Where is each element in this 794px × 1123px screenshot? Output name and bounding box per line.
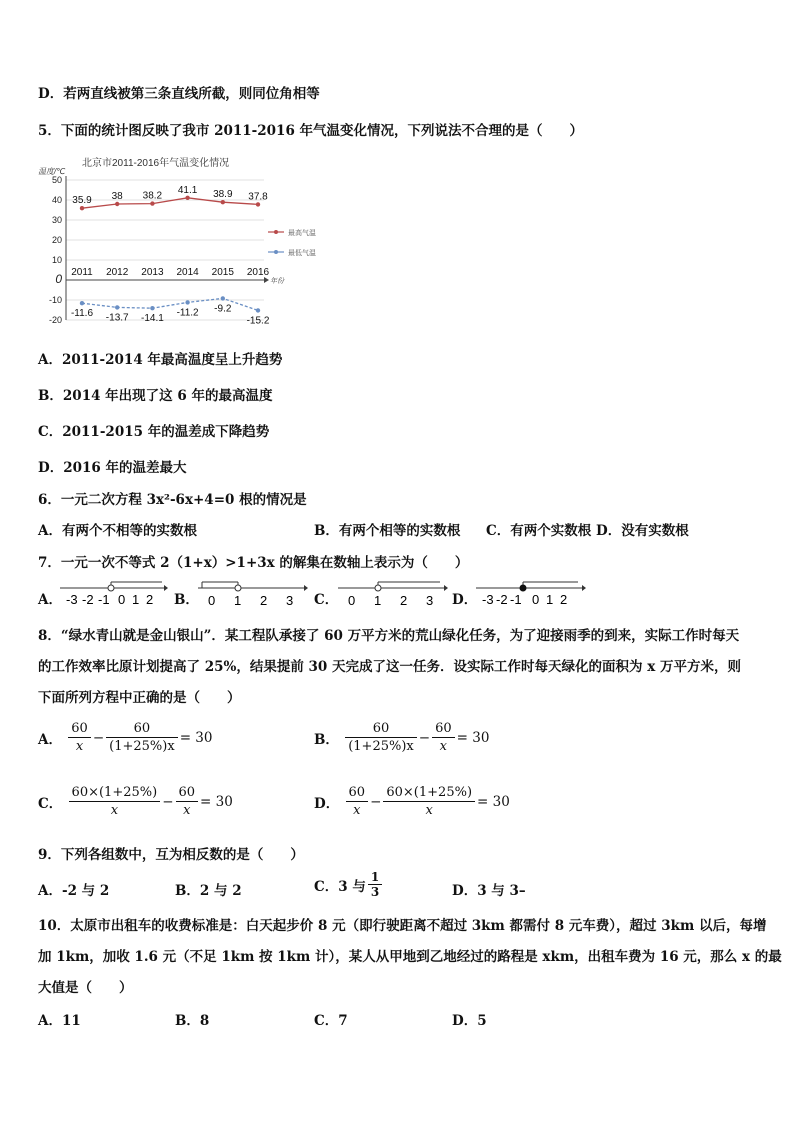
q10-stem-line-3: 大值是（ ） <box>38 980 133 996</box>
q5-option-b: B．2014 年出现了这 6 年的最高温度 <box>38 388 273 404</box>
q8-stem-line-2: 的工作效率比原计划提高了 25%，结果提前 30 天完成了这一任务．设实际工作时每天绿化的面积为 x 万平方米，则 <box>38 659 741 675</box>
q7a-tick-1: -3 <box>66 592 78 607</box>
q7b-tick-1: 0 <box>208 593 216 608</box>
data-label: 35.9 <box>72 195 92 207</box>
y-tick-label: 0 <box>55 272 62 286</box>
data-point <box>150 201 154 205</box>
data-point <box>256 202 260 206</box>
q7a-tick-2: -2 <box>82 592 94 607</box>
data-label: -11.2 <box>176 307 199 319</box>
data-label: 38.9 <box>213 189 233 201</box>
q7-stem: 7．一元一次不等式 2（1+x）>1+3x 的解集在数轴上表示为（ ） <box>38 555 469 571</box>
q7b-tick-2: 1 <box>234 593 242 608</box>
x-tick-label: 2012 <box>106 267 129 278</box>
data-label: 41.1 <box>177 184 198 196</box>
legend-label: 最高气温 <box>288 230 316 237</box>
q7-number-line-b <box>196 578 308 608</box>
y-tick-label: -10 <box>48 295 62 305</box>
q7-number-line-d <box>474 578 586 608</box>
q10-stem-line-1: 10．太原市出租车的收费标准是：白天起步价 8 元（即行驶距离不超过 3km 都需付 8 元车费），超过 3km 以后，每增 <box>38 918 767 934</box>
q10-option-b: B．8 <box>175 1013 210 1029</box>
q7c-tick-4: 3 <box>426 593 434 608</box>
data-label: -14.1 <box>141 313 164 325</box>
q5-option-d: D．2016 年的温差最大 <box>38 460 187 476</box>
q10-option-c: C．7 <box>314 1013 348 1029</box>
data-label: 37.8 <box>248 191 268 203</box>
q7-option-a-label: A． <box>38 592 62 608</box>
data-point <box>221 200 225 204</box>
q7-option-c-label: C． <box>314 592 339 608</box>
q10-option-d: D．5 <box>452 1013 487 1029</box>
q7d-tick-4: 0 <box>532 592 540 607</box>
q9-option-a: A．-2 与 2 <box>38 883 110 899</box>
x-tick-label: 2016 <box>246 267 270 278</box>
data-label: 38 <box>111 191 123 202</box>
data-point <box>115 305 119 309</box>
q7d-tick-6: 2 <box>560 592 568 607</box>
q8-option-a: A． $\frac{60}{x}$ − $\frac{60}{(1+25\%)x}$ = 30 <box>38 721 213 754</box>
x-axis-label: 年份 <box>270 278 284 285</box>
data-label: 38.2 <box>142 190 163 202</box>
q5-option-c: C．2011-2015 年的温差成下降趋势 <box>38 424 270 440</box>
q7a-tick-6: 2 <box>146 592 154 607</box>
q6-option-b: B．有两个相等的实数根 <box>314 523 461 539</box>
data-label: -11.6 <box>70 308 94 320</box>
data-point <box>150 306 154 310</box>
q4-option-d: D．若两直线被第三条直线所截，则同位角相等 <box>38 86 320 102</box>
q8-stem-line-1: 8．“绿水青山就是金山银山”．某工程队承接了 60 万平方米的荒山绿化任务，为了迎接雨季的到来，实际工作时每天 <box>38 628 740 644</box>
y-tick-label: 10 <box>51 255 62 265</box>
q9-option-c: C．3 与 $\frac{1}{3}$ <box>314 870 384 899</box>
legend-marker <box>274 230 278 234</box>
q7-number-line-c <box>336 578 448 608</box>
legend-label: 最低气温 <box>288 250 316 257</box>
data-point <box>256 308 260 312</box>
q7c-tick-2: 1 <box>374 593 382 608</box>
q6-stem: 6．一元二次方程 3x²-6x+4=0 根的情况是 <box>38 492 307 508</box>
q7b-tick-4: 3 <box>286 593 294 608</box>
data-point <box>80 206 84 210</box>
q7d-tick-1: -3 <box>482 592 494 607</box>
q7c-tick-1: 0 <box>348 593 356 608</box>
q7-option-b-label: B． <box>174 592 199 608</box>
temperature-chart <box>36 152 336 332</box>
y-tick-label: 40 <box>51 195 62 205</box>
x-tick-label: 2013 <box>141 267 164 278</box>
q7a-tick-4: 0 <box>118 592 126 607</box>
q10-stem-line-2: 加 1km，加收 1.6 元（不足 1km 按 1km 计），某人从甲地到乙地经过的路程是 xkm，出租车费为 16 元，那么 x 的最 <box>38 949 782 965</box>
q6-option-c: C．有两个实数根 <box>486 523 592 539</box>
data-point <box>80 301 84 305</box>
q7-number-line-a <box>58 578 168 608</box>
data-point <box>115 202 119 206</box>
data-point <box>185 196 189 200</box>
q8-option-d: D． $\frac{60}{x}$ − $\frac{60\times(1+25\%)}{x}$ = 30 <box>314 785 510 818</box>
y-tick-label: 30 <box>51 215 62 225</box>
data-label: -15.2 <box>246 315 270 327</box>
x-tick-label: 2011 <box>71 267 93 278</box>
q7c-tick-3: 2 <box>400 593 408 608</box>
q7d-tick-3: -1 <box>510 592 522 607</box>
x-tick-label: 2014 <box>176 267 199 278</box>
q7d-tick-5: 1 <box>546 592 554 607</box>
y-tick-label: 50 <box>51 175 62 185</box>
q9-option-d: D．3 与 3– <box>452 883 526 899</box>
q6-option-a: A．有两个不相等的实数根 <box>38 523 197 539</box>
q7b-tick-3: 2 <box>260 593 268 608</box>
q8-stem-line-3: 下面所列方程中正确的是（ ） <box>38 690 241 706</box>
data-label: -9.2 <box>214 303 232 315</box>
q5-option-a: A．2011-2014 年最高温度呈上升趋势 <box>38 352 283 368</box>
q8-option-b: B． $\frac{60}{(1+25\%)x}$ − $\frac{60}{x}$ = 30 <box>314 721 490 754</box>
q10-option-a: A．11 <box>38 1013 81 1029</box>
q9-stem: 9．下列各组数中，互为相反数的是（ ） <box>38 847 304 863</box>
q6-option-d: D．没有实数根 <box>596 523 689 539</box>
data-label: -13.7 <box>105 312 129 324</box>
data-point <box>185 300 189 304</box>
q7d-tick-2: -2 <box>496 592 508 607</box>
chart-title: 北京市2011-2016年气温变化情况 <box>82 158 230 169</box>
x-tick-label: 2015 <box>211 267 234 278</box>
y-tick-label: -20 <box>48 315 62 325</box>
legend-marker <box>274 250 278 254</box>
q7-option-d-label: D． <box>452 592 478 608</box>
y-tick-label: 20 <box>51 235 62 245</box>
q7a-tick-5: 1 <box>132 592 140 607</box>
q7a-tick-3: -1 <box>98 592 110 607</box>
data-point <box>221 296 225 300</box>
q5-stem: 5．下面的统计图反映了我市 2011-2016 年气温变化情况，下列说法不合理的是（ ） <box>38 123 584 139</box>
q8-option-c: C． $\frac{60\times(1+25\%)}{x}$ − $\frac{60}{x}$ = 30 <box>38 785 233 818</box>
q9-option-b: B．2 与 2 <box>175 883 242 899</box>
y-axis-label: 温度/℃ <box>38 167 66 176</box>
